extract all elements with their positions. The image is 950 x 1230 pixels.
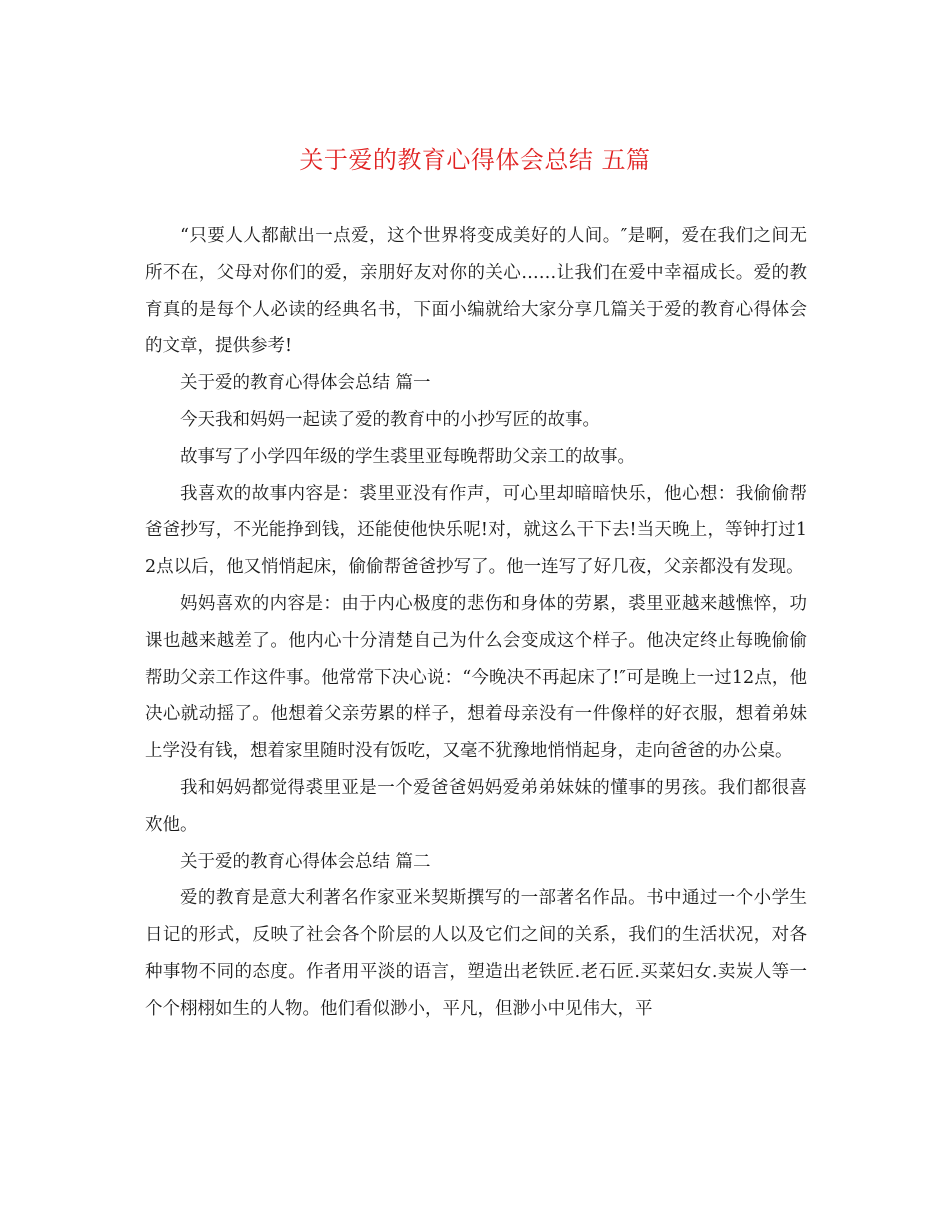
intro-paragraph: “只要人人都献出一点爱，这个世界将变成美好的人间。″是啊，爱在我们之间无所不在，父母对你们的爱，亲朋好友对你的关心……让我们在爱中幸福成长。爱的教育真的是每个人必读的经典名书，下面小编就给大家分享几篇关于爱的教育心得体会的文章，提供参考! [145,226,807,357]
section-heading: 关于爱的教育心得体会总结 篇二 [180,851,431,872]
body-paragraph: 我和妈妈都觉得裘里亚是一个爱爸爸妈妈爱弟弟妹妹的懂事的男孩。我们都很喜欢他。 [145,777,807,835]
body-paragraph: 故事写了小学四年级的学生裘里亚每晚帮助父亲工的故事。 [180,446,635,467]
body-paragraph: 爱的教育是意大利著名作家亚米契斯撰写的一部著名作品。书中通过一个小学生日记的形式，反映了社会各个阶层的人以及它们之间的关系，我们的生活状况，对各种事物不同的态度。作者用平淡的语言，塑造出老铁匠.老石匠.买菜妇女.卖炭人等一个个栩栩如生的人物。他们看似渺小，平凡，但渺小中见伟大，平 [145,888,807,1019]
section-heading: 关于爱的教育心得体会总结 篇一 [180,373,431,394]
body-paragraph: 今天我和妈妈一起读了爱的教育中的小抄写匠的故事。 [180,409,600,430]
document-body [145,218,807,1028]
document-title: 关于爱的教育心得体会总结 五篇 [299,146,651,174]
body-paragraph: 我喜欢的故事内容是：裘里亚没有作声，可心里却暗暗快乐，他心想：我偷偷帮爸爸抄写，不光能挣到钱，还能使他快乐呢!对，就这么干下去!当天晚上，等钟打过12点以后，他又悄悄起床，偷偷帮爸爸抄写了。他一连写了好几夜，父亲都没有发现。 [145,483,807,578]
body-paragraph: 妈妈喜欢的内容是：由于内心极度的悲伤和身体的劳累，裘里亚越来越憔悴，功课也越来越差了。他内心十分清楚自己为什么会变成这个样子。他决定终止每晚偷偷帮助父亲工作这件事。他常常下决心说：“今晚决不再起床了!″可是晚上一过12点，他决心就动摇了。他想着父亲劳累的样子，想着母亲没有一件像样的好衣服，想着弟妹上学没有钱，想着家里随时没有饭吃，又毫不犹豫地悄悄起身，走向爸爸的办公桌。 [145,593,807,762]
